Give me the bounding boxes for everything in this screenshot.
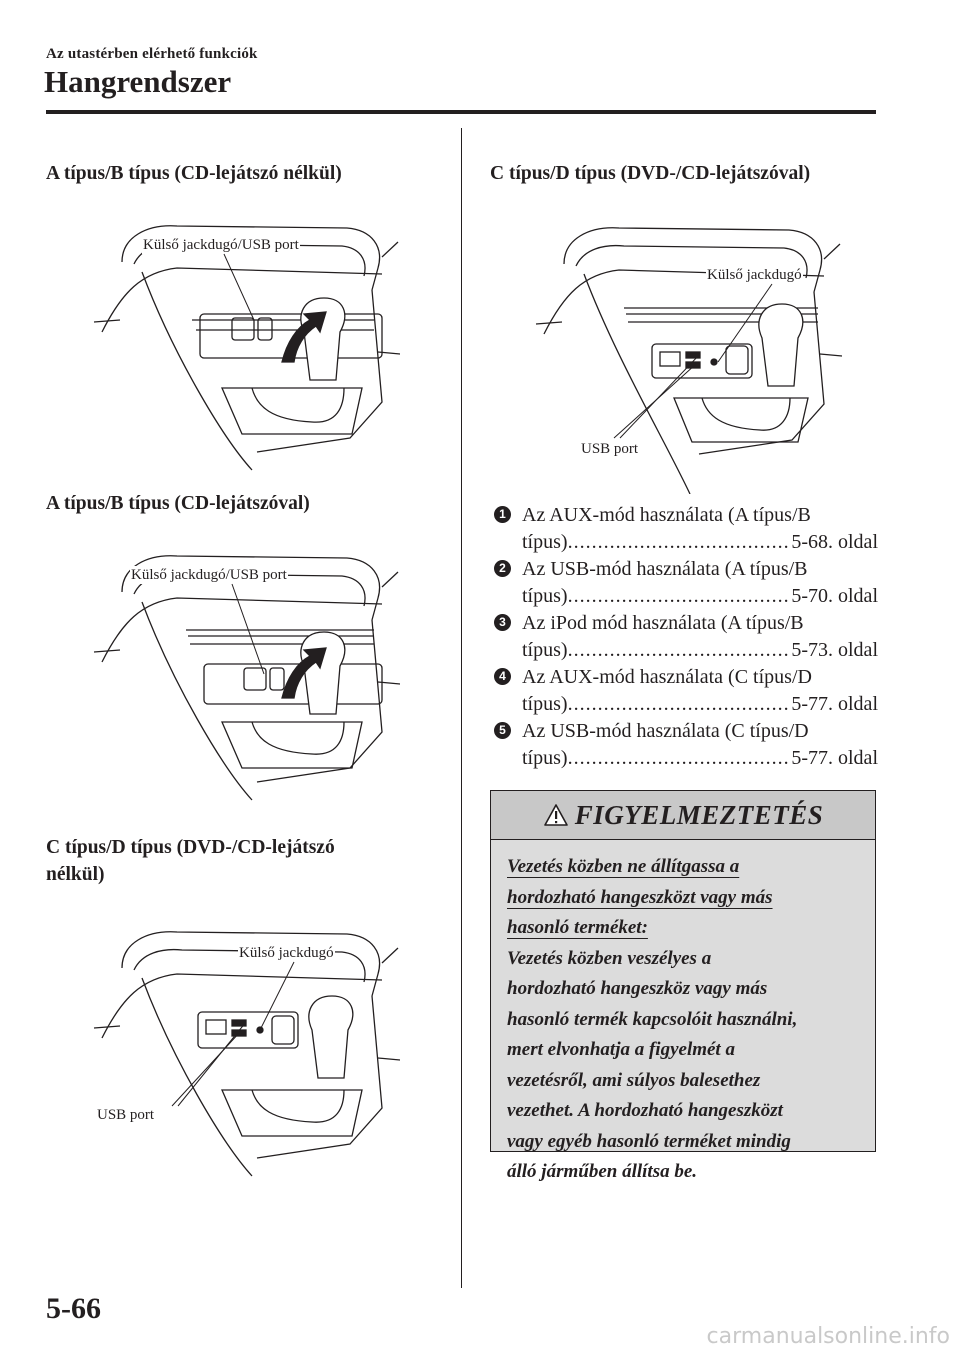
reference-title: Az AUX-mód használata (A típus/B bbox=[522, 504, 811, 526]
number-badge: 4 bbox=[494, 668, 511, 685]
reference-title: Az iPod mód használata (A típus/B bbox=[522, 612, 804, 634]
leader-dots bbox=[568, 583, 792, 610]
reference-page: 5-70. oldal bbox=[791, 585, 878, 607]
reference-item[interactable] bbox=[494, 610, 878, 664]
figure-4-heading: C típus/D típus (DVD-/CD-lejátszóval) bbox=[490, 163, 811, 184]
reference-title-cont: típus) bbox=[522, 693, 568, 715]
number-badge: 3 bbox=[494, 614, 511, 631]
reference-page: 5-77. oldal bbox=[791, 747, 878, 769]
column-divider bbox=[461, 128, 462, 1288]
figure-1-leader-line bbox=[210, 252, 270, 322]
reference-item[interactable] bbox=[494, 556, 878, 610]
warning-box bbox=[490, 790, 876, 1182]
reference-item[interactable] bbox=[494, 664, 878, 718]
reference-page: 5-73. oldal bbox=[791, 639, 878, 661]
figure-1-callout-jack-usb: Külső jackdugó/USB port bbox=[143, 237, 299, 253]
figure-3-heading-line1: C típus/D típus (DVD-/CD-lejátszó bbox=[46, 837, 335, 858]
figure-2-callout-jack-usb: Külső jackdugó/USB port bbox=[131, 567, 287, 583]
figure-4-callout-usb: USB port bbox=[581, 441, 639, 457]
reference-list bbox=[494, 502, 878, 772]
reference-title: Az USB-mód használata (A típus/B bbox=[522, 558, 808, 580]
warning-text-line: álló járműben állítsa be. bbox=[507, 1161, 698, 1182]
figure-3-callout-usb: USB port bbox=[97, 1107, 155, 1123]
reference-title-cont: típus) bbox=[522, 531, 568, 553]
warning-text-line: hordozható hangeszköz vagy más bbox=[507, 978, 768, 999]
leader-dots bbox=[568, 745, 792, 772]
number-badge: 2 bbox=[494, 560, 511, 577]
header-rule bbox=[46, 110, 876, 114]
figure-3-callout-jack: Külső jackdugó bbox=[239, 945, 334, 961]
warning-heading-line: Vezetés közben ne állítgassa a bbox=[507, 856, 740, 877]
figure-2-leader-line bbox=[228, 582, 278, 678]
figure-3-leader-lines bbox=[150, 960, 330, 1110]
warning-text-line: vezetésről, ami súlyos balesethez bbox=[507, 1069, 761, 1091]
warning-heading-line: hasonló terméket: bbox=[507, 917, 648, 938]
reference-title-cont: típus) bbox=[522, 585, 568, 607]
watermark: carmanualsonline.info bbox=[706, 1324, 950, 1349]
warning-triangle-icon bbox=[543, 803, 569, 827]
warning-title: FIGYELMEZTETÉS bbox=[574, 799, 824, 830]
number-badge: 5 bbox=[494, 722, 511, 739]
reference-item[interactable] bbox=[494, 502, 878, 556]
figure-3-heading-line2: nélkül) bbox=[46, 864, 105, 885]
figure-1-heading: A típus/B típus (CD-lejátszó nélkül) bbox=[46, 163, 342, 184]
warning-body bbox=[491, 840, 875, 1188]
section-label: Az utastérben elérhető funkciók bbox=[46, 46, 258, 62]
figure-4-leader-lines bbox=[600, 282, 800, 442]
warning-text-line: vagy egyéb hasonló terméket mindig bbox=[507, 1130, 791, 1152]
warning-text-line: mert elvonhatja a figyelmét a bbox=[507, 1039, 735, 1060]
reference-title-cont: típus) bbox=[522, 639, 568, 661]
leader-dots bbox=[568, 529, 792, 556]
figure-2-heading: A típus/B típus (CD-lejátszóval) bbox=[46, 493, 310, 514]
figure-4-callout-jack: Külső jackdugó bbox=[707, 267, 802, 283]
leader-dots bbox=[568, 637, 792, 664]
number-badge: 1 bbox=[494, 506, 511, 523]
reference-title: Az USB-mód használata (C típus/D bbox=[522, 720, 809, 742]
warning-header bbox=[491, 791, 875, 840]
warning-text-line: Vezetés közben veszélyes a bbox=[507, 947, 712, 969]
reference-title-cont: típus) bbox=[522, 747, 568, 769]
page-number: 5-66 bbox=[46, 1292, 101, 1325]
figure-3-heading bbox=[46, 834, 335, 888]
reference-title: Az AUX-mód használata (C típus/D bbox=[522, 666, 812, 688]
reference-page: 5-68. oldal bbox=[791, 531, 878, 553]
reference-page: 5-77. oldal bbox=[791, 693, 878, 715]
leader-dots bbox=[568, 691, 792, 718]
chapter-title: Hangrendszer bbox=[44, 64, 232, 99]
warning-text-line: vezethet. A hordozható hangeszközt bbox=[507, 1100, 783, 1121]
warning-text-line: hasonló termék kapcsolóit használni, bbox=[507, 1008, 798, 1030]
reference-item[interactable] bbox=[494, 718, 878, 772]
warning-heading-line: hordozható hangeszközt vagy más bbox=[507, 886, 773, 908]
